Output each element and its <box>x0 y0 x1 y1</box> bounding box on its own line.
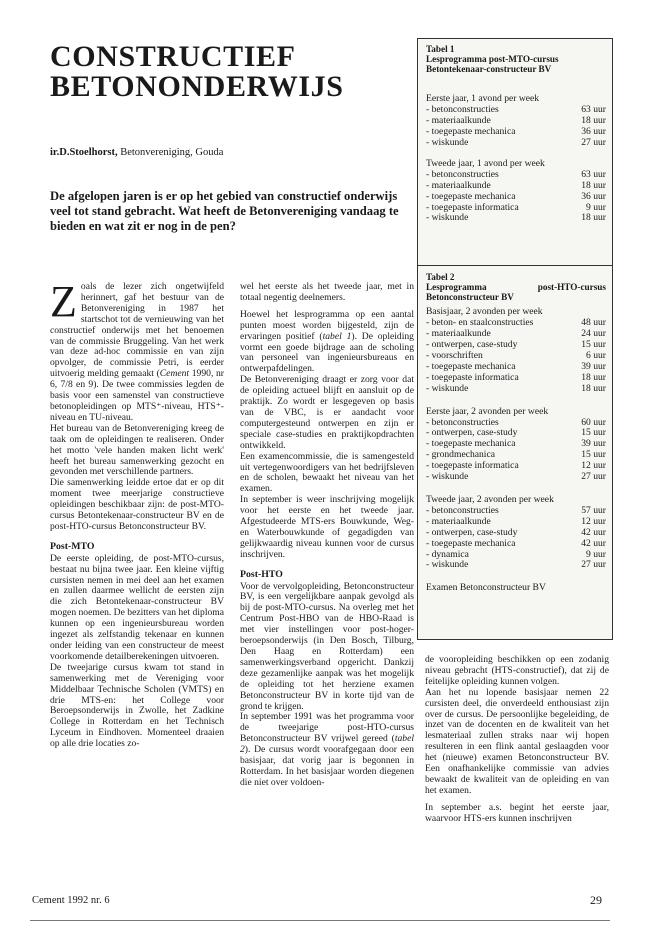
paragraph: Hoewel het lesprogramma op een aantal punten moest worden bijgesteld, zijn de ervaringen positief (tabel 1). De opleiding vormt een goede bijdrage aan de scholing van personeel van ingenieursbureaus en ontwerpafdelingen. <box>240 308 414 375</box>
paragraph: wel het eerste als het tweede jaar, met in totaal negentig deelnemers. <box>240 281 414 303</box>
page-number: 29 <box>590 893 602 907</box>
paragraph: In september a.s. begint het eerste jaar, waarvoor HTS-ers kunnen inschrijven <box>425 801 609 824</box>
table-row: - voorschriften 6 uur <box>426 350 606 362</box>
article-title <box>50 42 410 102</box>
table-row: - materiaalkunde 24 uur <box>426 328 606 340</box>
table-row: - ontwerpen, case-study 15 uur <box>426 427 606 439</box>
table-divider <box>418 265 612 266</box>
year-header: Tweede jaar, 2 avonden per week <box>426 493 554 505</box>
table-row: - materiaalkunde 12 uur <box>426 515 606 527</box>
table-row: - betonconstructies 60 uur <box>426 416 606 428</box>
journal-footer: Cement 1992 nr. 6 <box>32 895 110 906</box>
paragraph: Een examencommissie, die is samengesteld uit vertegenwoordigers van het bedrijfsleven en de scholen, bewaakt het niveau van het examen. <box>240 450 414 495</box>
paragraph: In september 1991 was het programma voor de tweejarige post-HTO-cursus Betonconstructeur BV vrijwel gereed (tabel 2). De cursus wordt voorafgegaan door een basisjaar, dat vorig jaar is begonnen in Rotterdam. In het basisjaar worden diegenen die niet over voldoen- <box>240 711 414 788</box>
year-header: Eerste jaar, 1 avond per week <box>426 93 540 105</box>
table-row: - wiskunde 18 uur <box>426 212 606 224</box>
table-row: - toegepaste mechanica 36 uur <box>426 126 606 138</box>
table-row: - wiskunde 27 uur <box>426 471 606 483</box>
drop-cap: Z <box>50 277 77 326</box>
table-row: - betonconstructies 63 uur <box>426 104 606 116</box>
table-row: - betonconstructies 57 uur <box>426 504 606 516</box>
table-row: - dynamica 9 uur <box>426 548 606 560</box>
text-column-1 <box>50 277 225 750</box>
table-2-year-block <box>426 307 606 394</box>
paragraph: De Betonvereniging draagt er zorg voor dat de opleiding actueel blijft en aansluit op de praktijk. Zo wordt er lesgegeven op basis van de VBC, is er aandacht voor computergesteund ontwerpen en zijn er speciale case-studies en praktijkopdrachten ontwikkeld. <box>240 374 414 451</box>
table-row: - toegepaste mechanica 36 uur <box>426 190 606 202</box>
table-2-year-block <box>426 407 606 483</box>
table-1 <box>426 45 606 224</box>
table-row: - toegepaste informatica 18 uur <box>426 371 606 383</box>
section-heading-post-mto: Post-MTO <box>50 540 95 552</box>
paragraph: Het bureau van de Betonvereniging kreeg de taak om de opleidingen te realiseren. Onder het motto 'vele handen maken licht werk' heeft het bureau samenwerking gezocht en gevonden met verschillende partners. <box>50 422 224 478</box>
paragraph: Aan het nu lopende basisjaar nemen 22 cursisten deel, die onverdeeld enthousiast zijn over de cursus. De persoonlijke begeleiding, de inzet van de docenten en de kwaliteit van het lesmateriaal zullen straks naar wij hopen resulteren in een flink aantal geslaagden voor het (nieuwe) examen Betonconstructeur BV. Een onafhankelijke commissie van advies bewaakt de kwaliteit van de opleiding en van het examen. <box>425 686 609 796</box>
paragraph: Die samenwerking leidde ertoe dat er op dit moment twee meerjarige constructieve opleidingen beschikbaar zijn: de post-MTO-cursus Betontekenaar-constructeur BV en de post-HTO-cursus Betonconstructeur BV. <box>50 477 224 532</box>
table-1-year-block <box>426 94 606 149</box>
table-row: - toegepaste informatica 12 uur <box>426 460 606 472</box>
paragraph: De eerste opleiding, de post-MTO-cursus, bestaat nu bijna twee jaar. Een kleine vijftig cursisten nemen in mei deel aan het examen en zullen daarmee wellicht de eersten zijn die zich Betontekenaar-constructeur BV mogen noemen. De bezitters van het diploma kunnen op een ingenieursbureau worden ingezet als zelfstandig tekenaar en kunnen onder leiding van een constructeur de meest voorkomende detailberekeningen uitvoeren. <box>50 552 224 662</box>
table-1-title-line-1: Lesprogramma post-MTO-cursus <box>426 53 559 64</box>
table-row: - wiskunde 27 uur <box>426 559 606 571</box>
table-row: - ontwerpen, case-study 15 uur <box>426 339 606 351</box>
table-2-label: Tabel 2 <box>426 272 455 282</box>
table-1-year-block <box>426 159 606 224</box>
table-row: - toegepaste mechanica 39 uur <box>426 360 606 372</box>
table-1-label: Tabel 1 <box>426 44 455 54</box>
author-name: ir.D.Stoelhorst, <box>50 147 118 158</box>
table-2-footer: Examen Betonconstructeur BV <box>426 582 546 594</box>
table-row: - toegepaste mechanica 42 uur <box>426 537 606 549</box>
table-row: - toegepaste informatica 9 uur <box>426 201 606 213</box>
title-line-2: BETONONDERWIJS <box>50 70 344 103</box>
title-line-1: CONSTRUCTIEF <box>50 40 296 73</box>
table-row: - grondmechanica 15 uur <box>426 449 606 461</box>
year-header: Basisjaar, 2 avonden per week <box>426 306 543 318</box>
paragraph: De tweejarige cursus kwam tot stand in samenwerking met de Vereniging voor Middelbaar Technische Scholen (VMTS) en drie MTS-en: het College voor Beroepsonderwijs in Zwolle, het Zadkine College in Rotterdam en het Technisch Lyceum in Eindhoven. Momenteel draaien op alle drie locaties zo- <box>50 661 224 750</box>
bottom-rule <box>30 920 610 921</box>
table-row: - materiaalkunde 18 uur <box>426 115 606 127</box>
paragraph: de vooropleiding beschikken op een zodanig niveau gebracht (HTS-constructief), dat zij de feitelijke opleiding kunnen volgen. <box>425 654 609 687</box>
table-2 <box>426 273 606 594</box>
text-column-2 <box>240 282 414 789</box>
paragraph: Voor de vervolgopleiding, Betonconstructeur BV, is een vergelijkbare aanpak gevolgd als bij de post-MTO-cursus. Na overleg met het Centrum Post-HBO van de HBO-Raad is met vier instellingen voor post-hoger-beroepsonderwijs (in Den Bosch, Tilburg, Den Haag en Rotterdam) een samenwerkingsverband opgericht. Dankzij deze gezamenlijke aanpak was het mogelijk de opleiding tot het herziene examen Betonconstructeur BV in korte tijd van de grond te krijgen. <box>240 580 414 712</box>
section-heading-post-hto: Post-HTO <box>240 568 283 580</box>
table-row: - wiskunde 18 uur <box>426 382 606 394</box>
intro-lead: De afgelopen jaren is er op het gebied van constructief onderwijs veel tot stand gebracht. Wat heeft de Betonvereniging vandaag te bieden en wat zit er nog in de pen? <box>50 189 399 233</box>
author-affiliation: Betonvereniging, Gouda <box>117 147 224 158</box>
table-row: - wiskunde 27 uur <box>426 137 606 149</box>
year-header: Eerste jaar, 2 avonden per week <box>426 405 549 417</box>
paragraph: In september is weer inschrijving mogelijk voor het eerste en het tweede jaar. Afgestudeerde MTS-ers Bouwkunde, Weg- en Waterbouwkunde of gegadigden van gelijkwaardig niveau kunnen voor de cursus inschrijven. <box>240 494 414 560</box>
table-2-year-block <box>426 495 606 571</box>
paragraph: Zoals de lezer zich ongetwijfeld herinnert, gaf het bestuur van de Betonvereniging in 1987 het startschot tot de vernieuwing van het constructief onderwijs met het benoemen van de commissie Bruggeling. Van het werk van deze ad-hoc commissie en van zijn opvolger, de commissie Petri, is eerder uitvoerig melding gemaakt (Cement 1990, nr 6, 7/8 en 9). De twee commissies legden de basis voor een samenstel van constructieve betonopleidingen op MTS⁺-niveau, HTS⁺-niveau en TU-niveau. <box>50 277 225 423</box>
table-row: - betonconstructies 63 uur <box>426 168 606 180</box>
author-line <box>50 147 223 158</box>
text-column-3 <box>425 655 609 825</box>
table-1-title-line-2: Betontekenaar-constructeur BV <box>426 63 552 74</box>
table-row: - beton- en staalconstructies 48 uur <box>426 317 606 329</box>
tables-sidebar <box>417 38 613 640</box>
table-row: - materiaalkunde 18 uur <box>426 179 606 191</box>
table-row: - toegepaste mechanica 39 uur <box>426 438 606 450</box>
year-header: Tweede jaar, 1 avond per week <box>426 157 545 169</box>
table-2-title-line-1: Lesprogramma post-HTO-cursus <box>426 281 606 292</box>
table-row: - ontwerpen, case-study 42 uur <box>426 526 606 538</box>
table-2-title-line-2: Betonconstructeur BV <box>426 291 514 302</box>
